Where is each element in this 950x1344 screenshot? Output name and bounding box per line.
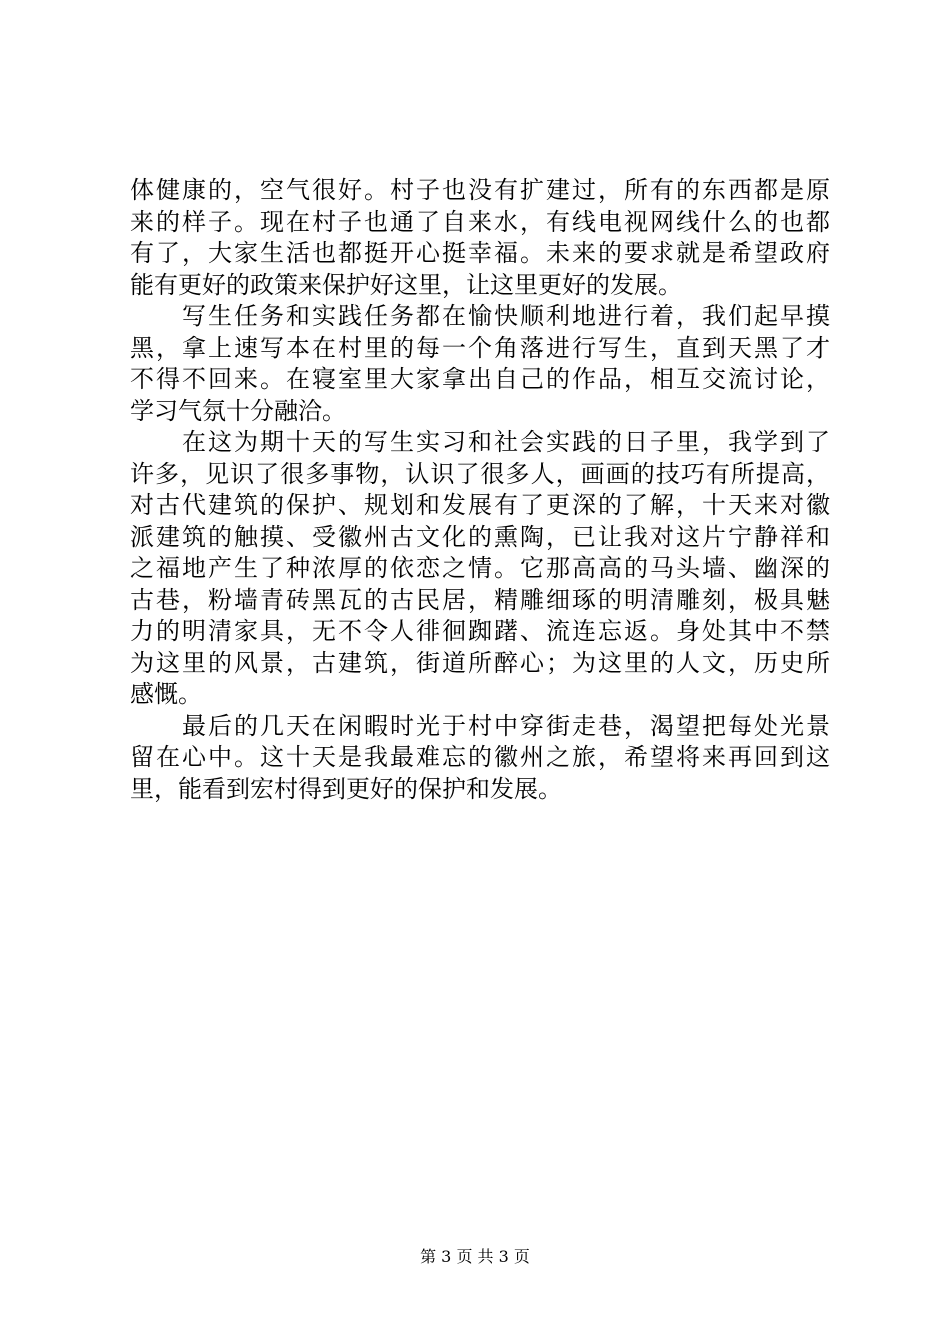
text-line: 派建筑的触摸、受徽州古文化的熏陶，已让我对这片宁静祥和 (130, 522, 830, 551)
text-line: 在这为期十天的写生实习和社会实践的日子里，我学到了 (130, 428, 830, 456)
text-line: 之福地产生了种浓厚的依恋之情。它那高高的马头墙、幽深的 (130, 554, 830, 582)
text-line: 许多，见识了很多事物，认识了很多人，画画的技巧有所提高， (130, 459, 830, 488)
page-number-label: 第 3 页 共 3 页 (420, 1247, 530, 1266)
text-line: 写生任务和实践任务都在愉快顺利地进行着，我们起早摸 (130, 302, 830, 330)
text-line: 力的明清家具，无不令人徘徊踟躇、流连忘返。身处其中不禁 (130, 617, 830, 645)
text-line: 能有更好的政策来保护好这里，让这里更好的发展。 (130, 270, 682, 299)
text-line: 留在心中。这十天是我最难忘的徽州之旅，希望将来再回到这 (130, 743, 830, 771)
text-line: 体健康的，空气很好。村子也没有扩建过，所有的东西都是原 (130, 176, 830, 204)
text-line: 古巷，粉墙青砖黑瓦的古民居，精雕细琢的明清雕刻，极具魅 (130, 585, 830, 614)
text-line: 对古代建筑的保护、规划和发展有了更深的了解，十天来对徽 (130, 491, 830, 519)
text-line: 最后的几天在闲暇时光于村中穿街走巷，渴望把每处光景 (130, 711, 830, 740)
text-line: 来的样子。现在村子也通了自来水，有线电视网线什么的也都 (130, 207, 830, 236)
text-line: 为这里的风景，古建筑，街道所醉心；为这里的人文，历史所 (130, 648, 830, 677)
text-line: 里，能看到宏村得到更好的保护和发展。 (130, 774, 562, 803)
page-footer (0, 1244, 950, 1267)
text-line: 黑，拿上速写本在村里的每一个角落进行写生，直到天黑了才 (130, 333, 830, 362)
text-line: 学习气氛十分融洽。 (130, 396, 346, 425)
text-line: 有了，大家生活也都挺开心挺幸福。未来的要求就是希望政府 (130, 239, 830, 267)
text-line: 感慨。 (130, 680, 202, 708)
body-text (130, 175, 830, 805)
text-line: 不得不回来。在寝室里大家拿出自己的作品，相互交流讨论， (130, 365, 830, 393)
